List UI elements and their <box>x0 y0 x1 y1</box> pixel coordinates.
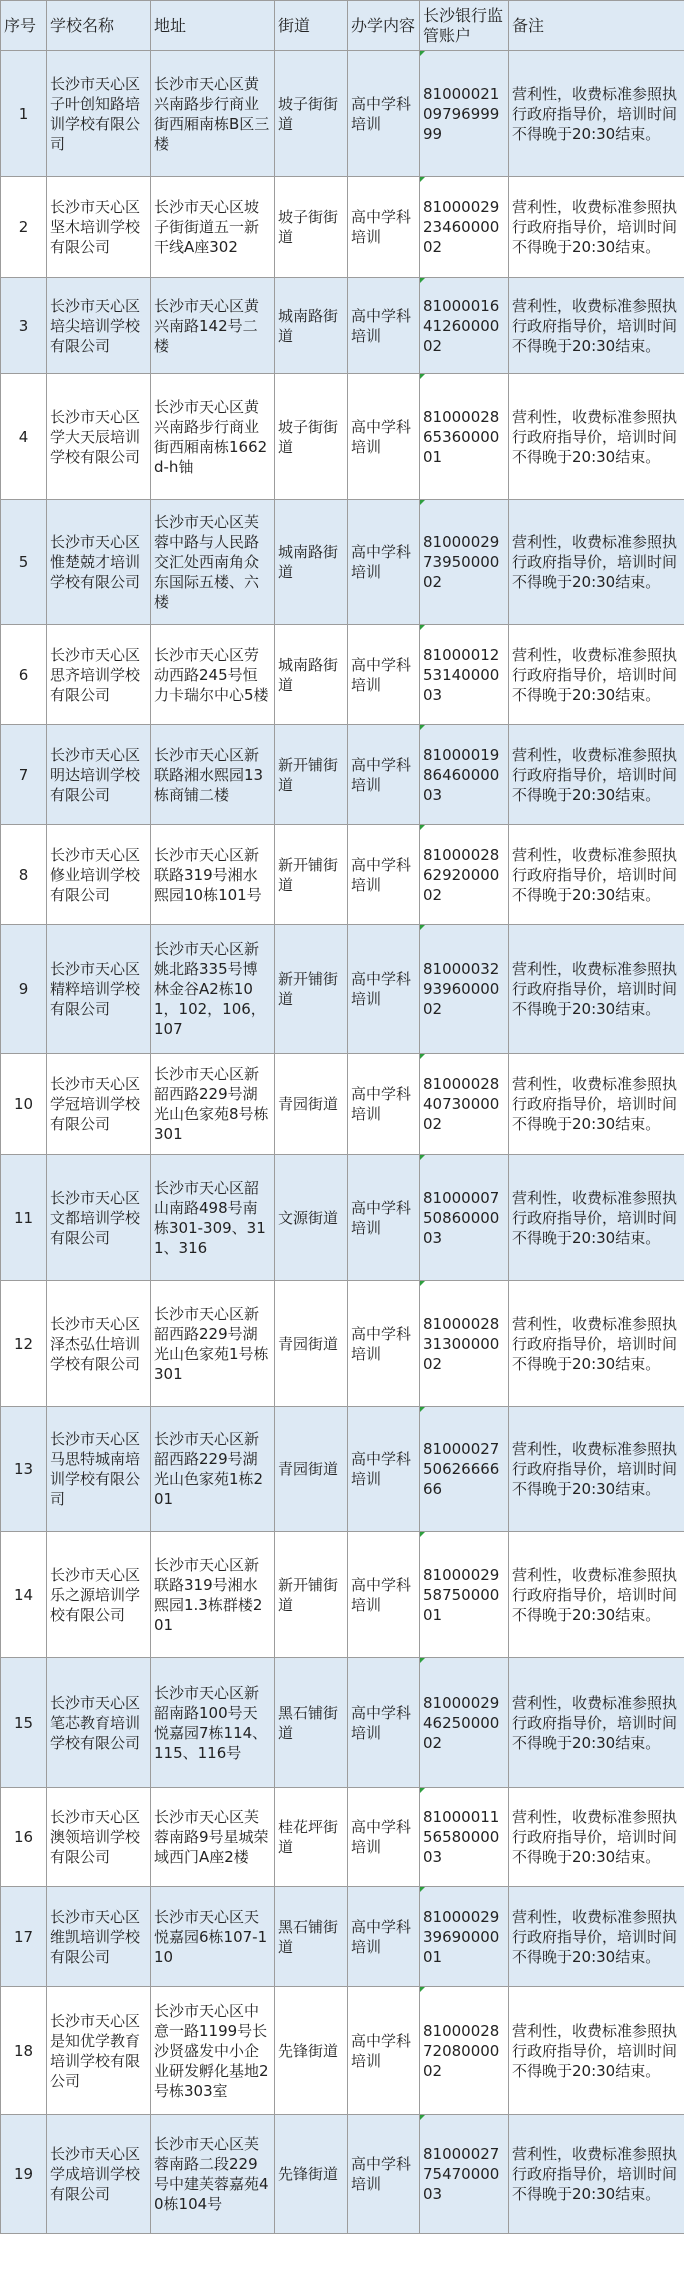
cell-address: 长沙市天心区中意一路1199号长沙贤盛发中小企业研发孵化基地2号栋303室 <box>151 1987 275 2115</box>
cell-note: 营利性，收费标准参照执行政府指导价，培训时间不得晚于20:30结束。 <box>509 1407 684 1532</box>
header-content: 办学内容 <box>348 1 420 51</box>
table-row <box>1 278 684 374</box>
cell-street: 青园街道 <box>275 1407 348 1532</box>
cell-note: 营利性，收费标准参照执行政府指导价，培训时间不得晚于20:30结束。 <box>509 500 684 625</box>
table-row <box>1 1658 684 1788</box>
cell-address: 长沙市天心区天悦嘉园6栋107-110 <box>151 1887 275 1987</box>
cell-school: 长沙市天心区思齐培训学校有限公司 <box>47 625 151 725</box>
cell-street: 坡子街街道 <box>275 177 348 278</box>
cell-address: 长沙市天心区劳动西路245号恒力卡瑞尔中心5楼 <box>151 625 275 725</box>
table-row <box>1 177 684 278</box>
cell-street: 城南路街道 <box>275 625 348 725</box>
cell-school: 长沙市天心区坚木培训学校有限公司 <box>47 177 151 278</box>
cell-content: 高中学科培训 <box>348 51 420 177</box>
cell-no: 7 <box>1 725 47 825</box>
cell-address: 长沙市天心区黄兴南路142号二楼 <box>151 278 275 374</box>
cell-school: 长沙市天心区惟楚兢才培训学校有限公司 <box>47 500 151 625</box>
cell-street: 先锋街道 <box>275 2115 348 2234</box>
cell-note: 营利性，收费标准参照执行政府指导价，培训时间不得晚于20:30结束。 <box>509 374 684 500</box>
cell-note: 营利性，收费标准参照执行政府指导价，培训时间不得晚于20:30结束。 <box>509 625 684 725</box>
cell-street: 桂花坪街道 <box>275 1788 348 1887</box>
cell-no: 3 <box>1 278 47 374</box>
cell-account: 81000028 31300000 02 <box>420 1281 509 1407</box>
cell-note: 营利性，收费标准参照执行政府指导价，培训时间不得晚于20:30结束。 <box>509 177 684 278</box>
header-no: 序号 <box>1 1 47 51</box>
table-row <box>1 725 684 825</box>
cell-content: 高中学科培训 <box>348 925 420 1054</box>
cell-note: 营利性，收费标准参照执行政府指导价，培训时间不得晚于20:30结束。 <box>509 725 684 825</box>
header-row <box>1 1 684 51</box>
cell-street: 先锋街道 <box>275 1987 348 2115</box>
cell-content: 高中学科培训 <box>348 1532 420 1658</box>
cell-account: 81000032 93960000 02 <box>420 925 509 1054</box>
header-street: 街道 <box>275 1 348 51</box>
cell-school: 长沙市天心区学大天辰培训学校有限公司 <box>47 374 151 500</box>
cell-address: 长沙市天心区新韶西路229号湖光山色家苑1栋201 <box>151 1407 275 1532</box>
cell-account: 81000021 09796999 99 <box>420 51 509 177</box>
cell-account: 81000012 53140000 03 <box>420 625 509 725</box>
cell-content: 高中学科培训 <box>348 725 420 825</box>
cell-address: 长沙市天心区新韶南路100号天悦嘉园7栋114、115、116号 <box>151 1658 275 1788</box>
cell-account: 81000028 62920000 02 <box>420 825 509 925</box>
cell-street: 城南路街道 <box>275 500 348 625</box>
cell-account: 81000028 72080000 02 <box>420 1987 509 2115</box>
table-row <box>1 1054 684 1155</box>
cell-no: 5 <box>1 500 47 625</box>
cell-content: 高中学科培训 <box>348 1054 420 1155</box>
cell-address: 长沙市天心区芙蓉南路二段229号中建芙蓉嘉苑40栋104号 <box>151 2115 275 2234</box>
cell-school: 长沙市天心区修业培训学校有限公司 <box>47 825 151 925</box>
cell-school: 长沙市天心区文都培训学校有限公司 <box>47 1155 151 1281</box>
cell-content: 高中学科培训 <box>348 1155 420 1281</box>
cell-no: 14 <box>1 1532 47 1658</box>
cell-content: 高中学科培训 <box>348 374 420 500</box>
cell-account: 81000027 75470000 03 <box>420 2115 509 2234</box>
table-row <box>1 374 684 500</box>
table-row <box>1 925 684 1054</box>
cell-note: 营利性，收费标准参照执行政府指导价，培训时间不得晚于20:30结束。 <box>509 2115 684 2234</box>
cell-note: 营利性，收费标准参照执行政府指导价，培训时间不得晚于20:30结束。 <box>509 1532 684 1658</box>
cell-street: 黑石铺街道 <box>275 1658 348 1788</box>
cell-note: 营利性，收费标准参照执行政府指导价，培训时间不得晚于20:30结束。 <box>509 1155 684 1281</box>
table-row <box>1 2115 684 2234</box>
cell-no: 8 <box>1 825 47 925</box>
cell-note: 营利性，收费标准参照执行政府指导价，培训时间不得晚于20:30结束。 <box>509 1054 684 1155</box>
cell-content: 高中学科培训 <box>348 1987 420 2115</box>
cell-street: 坡子街街道 <box>275 51 348 177</box>
header-note: 备注 <box>509 1 684 51</box>
cell-street: 新开铺街道 <box>275 1532 348 1658</box>
cell-no: 15 <box>1 1658 47 1788</box>
cell-address: 长沙市天心区坡子街街道五一新干线A座302 <box>151 177 275 278</box>
cell-no: 9 <box>1 925 47 1054</box>
table-row <box>1 51 684 177</box>
cell-address: 长沙市天心区新联路319号湘水熙园1.3栋群楼201 <box>151 1532 275 1658</box>
cell-content: 高中学科培训 <box>348 625 420 725</box>
cell-school: 长沙市天心区子叶创知路培训学校有限公司 <box>47 51 151 177</box>
cell-school: 长沙市天心区泽杰弘仕培训学校有限公司 <box>47 1281 151 1407</box>
cell-street: 坡子街街道 <box>275 374 348 500</box>
table-row <box>1 1788 684 1887</box>
cell-no: 1 <box>1 51 47 177</box>
cell-address: 长沙市天心区新韶西路229号湖光山色家苑1号栋301 <box>151 1281 275 1407</box>
table-row <box>1 1532 684 1658</box>
cell-no: 4 <box>1 374 47 500</box>
cell-content: 高中学科培训 <box>348 278 420 374</box>
cell-note: 营利性，收费标准参照执行政府指导价，培训时间不得晚于20:30结束。 <box>509 1658 684 1788</box>
cell-no: 12 <box>1 1281 47 1407</box>
cell-account: 81000029 39690000 01 <box>420 1887 509 1987</box>
cell-street: 新开铺街道 <box>275 725 348 825</box>
cell-note: 营利性，收费标准参照执行政府指导价，培训时间不得晚于20:30结束。 <box>509 51 684 177</box>
cell-note: 营利性，收费标准参照执行政府指导价，培训时间不得晚于20:30结束。 <box>509 825 684 925</box>
cell-school: 长沙市天心区维凯培训学校有限公司 <box>47 1887 151 1987</box>
cell-address: 长沙市天心区新姚北路335号博林金谷A2栋101，102，106，107 <box>151 925 275 1054</box>
cell-street: 新开铺街道 <box>275 825 348 925</box>
cell-note: 营利性，收费标准参照执行政府指导价，培训时间不得晚于20:30结束。 <box>509 1281 684 1407</box>
cell-no: 13 <box>1 1407 47 1532</box>
cell-address: 长沙市天心区新联路湘水熙园13栋商铺二楼 <box>151 725 275 825</box>
cell-note: 营利性，收费标准参照执行政府指导价，培训时间不得晚于20:30结束。 <box>509 1987 684 2115</box>
cell-account: 81000027 50626666 66 <box>420 1407 509 1532</box>
cell-street: 青园街道 <box>275 1054 348 1155</box>
cell-no: 2 <box>1 177 47 278</box>
cell-address: 长沙市天心区韶山南路498号南栋301-309、311、316 <box>151 1155 275 1281</box>
cell-note: 营利性，收费标准参照执行政府指导价，培训时间不得晚于20:30结束。 <box>509 278 684 374</box>
cell-content: 高中学科培训 <box>348 1658 420 1788</box>
cell-account: 81000029 23460000 02 <box>420 177 509 278</box>
cell-account: 81000011 56580000 03 <box>420 1788 509 1887</box>
cell-address: 长沙市天心区黄兴南路步行商业街西厢南栋B区三楼 <box>151 51 275 177</box>
header-address: 地址 <box>151 1 275 51</box>
cell-content: 高中学科培训 <box>348 1281 420 1407</box>
cell-account: 81000029 46250000 02 <box>420 1658 509 1788</box>
cell-content: 高中学科培训 <box>348 500 420 625</box>
cell-school: 长沙市天心区马思特城南培训学校有限公司 <box>47 1407 151 1532</box>
table-row <box>1 625 684 725</box>
table-row <box>1 1155 684 1281</box>
table-row <box>1 1887 684 1987</box>
cell-school: 长沙市天心区是知优学教育培训学校有限公司 <box>47 1987 151 2115</box>
cell-school: 长沙市天心区乐之源培训学校有限公司 <box>47 1532 151 1658</box>
cell-content: 高中学科培训 <box>348 825 420 925</box>
cell-address: 长沙市天心区黄兴南路步行商业街西厢南栋1662d-h铀 <box>151 374 275 500</box>
cell-content: 高中学科培训 <box>348 1788 420 1887</box>
cell-address: 长沙市天心区新韶西路229号湖光山色家苑8号栋301 <box>151 1054 275 1155</box>
cell-street: 黑石铺街道 <box>275 1887 348 1987</box>
cell-address: 长沙市天心区芙蓉南路9号星城荣域西门A座2楼 <box>151 1788 275 1887</box>
cell-content: 高中学科培训 <box>348 1407 420 1532</box>
cell-school: 长沙市天心区培尖培训学校有限公司 <box>47 278 151 374</box>
cell-no: 17 <box>1 1887 47 1987</box>
cell-street: 青园街道 <box>275 1281 348 1407</box>
cell-school: 长沙市天心区澳领培训学校有限公司 <box>47 1788 151 1887</box>
cell-no: 6 <box>1 625 47 725</box>
cell-account: 81000029 73950000 02 <box>420 500 509 625</box>
cell-no: 18 <box>1 1987 47 2115</box>
cell-account: 81000028 40730000 02 <box>420 1054 509 1155</box>
table-row <box>1 500 684 625</box>
cell-content: 高中学科培训 <box>348 177 420 278</box>
cell-note: 营利性，收费标准参照执行政府指导价，培训时间不得晚于20:30结束。 <box>509 925 684 1054</box>
cell-account: 81000029 58750000 01 <box>420 1532 509 1658</box>
cell-no: 19 <box>1 2115 47 2234</box>
cell-account: 81000028 65360000 01 <box>420 374 509 500</box>
cell-note: 营利性，收费标准参照执行政府指导价，培训时间不得晚于20:30结束。 <box>509 1788 684 1887</box>
table-row <box>1 825 684 925</box>
cell-content: 高中学科培训 <box>348 1887 420 1987</box>
header-account: 长沙银行监管账户 <box>420 1 509 51</box>
cell-school: 长沙市天心区笔芯教育培训学校有限公司 <box>47 1658 151 1788</box>
cell-school: 长沙市天心区学成培训学校有限公司 <box>47 2115 151 2234</box>
cell-account: 81000016 41260000 02 <box>420 278 509 374</box>
cell-account: 81000007 50860000 03 <box>420 1155 509 1281</box>
cell-no: 16 <box>1 1788 47 1887</box>
table-row <box>1 1281 684 1407</box>
cell-school: 长沙市天心区明达培训学校有限公司 <box>47 725 151 825</box>
table-row <box>1 1407 684 1532</box>
cell-school: 长沙市天心区学冠培训学校有限公司 <box>47 1054 151 1155</box>
cell-street: 新开铺街道 <box>275 925 348 1054</box>
cell-address: 长沙市天心区芙蓉中路与人民路交汇处西南角众东国际五楼、六楼 <box>151 500 275 625</box>
cell-no: 11 <box>1 1155 47 1281</box>
cell-address: 长沙市天心区新联路319号湘水熙园10栋101号 <box>151 825 275 925</box>
cell-street: 城南路街道 <box>275 278 348 374</box>
cell-street: 文源街道 <box>275 1155 348 1281</box>
header-school: 学校名称 <box>47 1 151 51</box>
cell-account: 81000019 86460000 03 <box>420 725 509 825</box>
cell-school: 长沙市天心区精粹培训学校有限公司 <box>47 925 151 1054</box>
cell-note: 营利性，收费标准参照执行政府指导价，培训时间不得晚于20:30结束。 <box>509 1887 684 1987</box>
cell-content: 高中学科培训 <box>348 2115 420 2234</box>
cell-no: 10 <box>1 1054 47 1155</box>
table-row <box>1 1987 684 2115</box>
